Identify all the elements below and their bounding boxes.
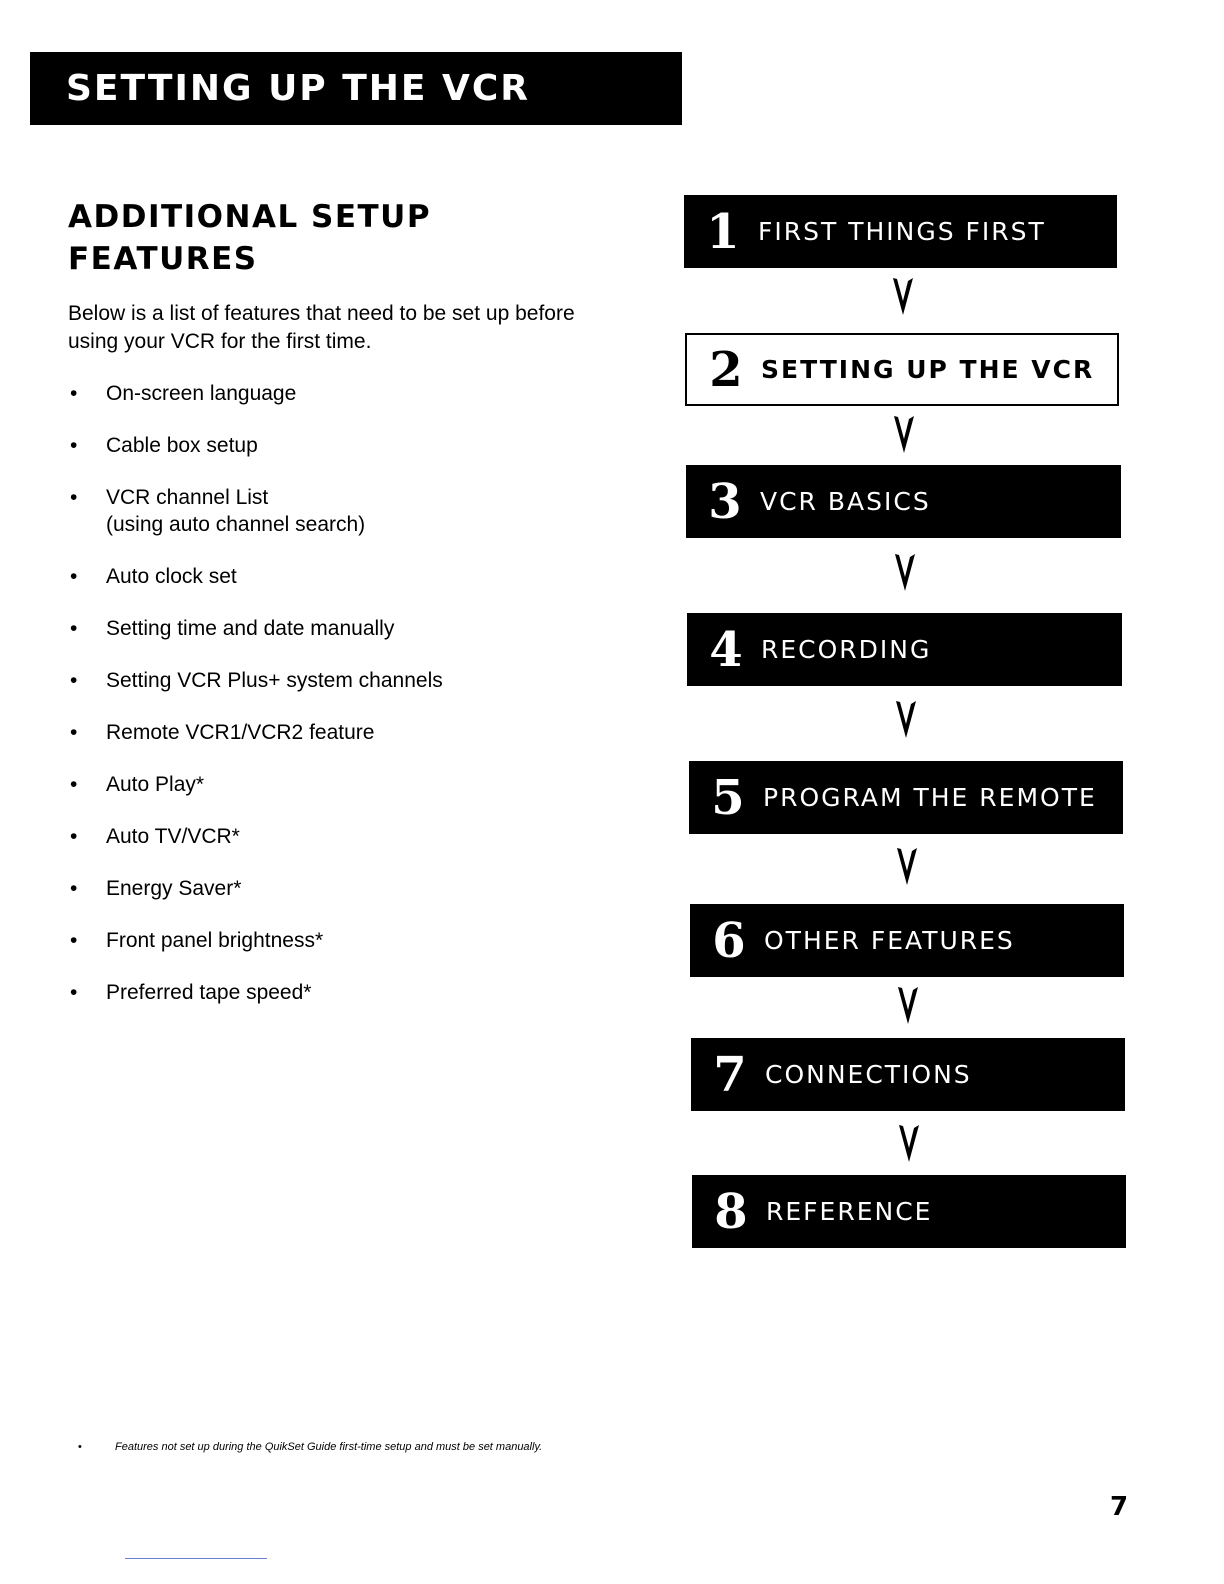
down-arrow-icon xyxy=(895,700,917,740)
feature-text: Front panel brightness* xyxy=(106,929,324,952)
feature-item xyxy=(68,667,588,694)
chapter-tab-3[interactable] xyxy=(686,465,1121,538)
bullet-icon: • xyxy=(70,617,78,640)
chapter-tab-1[interactable] xyxy=(684,195,1117,268)
chapter-tab-8[interactable] xyxy=(692,1175,1126,1248)
page-header-title: SETTING UP THE VCR xyxy=(66,68,531,109)
feature-text: On-screen language xyxy=(106,382,297,405)
chapter-label: REFERENCE xyxy=(766,1197,933,1226)
chapter-tab-5[interactable] xyxy=(689,761,1123,834)
feature-text: Remote VCR1/VCR2 feature xyxy=(106,721,375,744)
bullet-icon: • xyxy=(70,382,78,405)
section-intro: Below is a list of features that need to be set up before using your VCR for the first time. xyxy=(68,302,575,353)
feature-text: Setting VCR Plus+ system channels xyxy=(106,669,443,692)
feature-item xyxy=(68,823,588,850)
feature-text: Preferred tape speed* xyxy=(106,981,312,1004)
chapter-number: 2 xyxy=(709,341,743,398)
page-header-bar xyxy=(30,52,682,125)
feature-text: Cable box setup xyxy=(106,434,258,457)
down-arrow-icon xyxy=(893,415,915,455)
feature-text: Auto clock set xyxy=(106,565,237,588)
bullet-icon: • xyxy=(70,929,78,952)
chapter-number: 7 xyxy=(713,1046,747,1103)
feature-item xyxy=(68,927,588,954)
feature-item xyxy=(68,875,588,902)
feature-text: Auto Play* xyxy=(106,773,205,796)
bullet-icon: • xyxy=(70,565,78,588)
feature-text: Auto TV/VCR* xyxy=(106,825,240,848)
chapter-label: PROGRAM THE REMOTE xyxy=(763,783,1097,812)
bullet-icon: • xyxy=(70,434,78,457)
feature-item xyxy=(68,719,588,746)
bullet-icon: • xyxy=(70,825,78,848)
chapter-number: 6 xyxy=(712,912,746,969)
chapter-tab-7[interactable] xyxy=(691,1038,1125,1111)
chapter-number: 5 xyxy=(711,769,745,826)
section-heading: ADDITIONAL SETUP FEATURES xyxy=(68,199,432,277)
bullet-icon: • xyxy=(70,486,78,509)
feature-item xyxy=(68,380,588,407)
chapter-label: FIRST THINGS FIRST xyxy=(758,217,1046,246)
feature-text: Energy Saver* xyxy=(106,877,242,900)
feature-item xyxy=(68,563,588,590)
feature-list xyxy=(68,380,588,1031)
feature-item xyxy=(68,484,588,538)
feature-item xyxy=(68,771,588,798)
chapter-tab-6[interactable] xyxy=(690,904,1124,977)
divider xyxy=(125,1558,267,1559)
chapter-tab-2[interactable] xyxy=(685,333,1119,406)
down-arrow-icon xyxy=(897,986,919,1026)
bullet-icon: • xyxy=(70,669,78,692)
chapter-label: VCR BASICS xyxy=(760,487,931,516)
feature-item xyxy=(68,432,588,459)
chapter-number: 4 xyxy=(709,621,743,678)
feature-text: VCR channel List (using auto channel search) xyxy=(106,486,366,536)
footnote-text: Features not set up during the QuikSet Guide first-time setup and must be set manually. xyxy=(115,1441,543,1453)
footnote xyxy=(78,1441,698,1453)
feature-text: Setting time and date manually xyxy=(106,617,395,640)
bullet-icon: • xyxy=(70,773,78,796)
down-arrow-icon xyxy=(896,847,918,887)
chapter-number: 8 xyxy=(714,1183,748,1240)
chapter-tab-4[interactable] xyxy=(687,613,1122,686)
chapter-number: 3 xyxy=(708,473,742,530)
footnote-bullet-icon: • xyxy=(78,1441,82,1453)
page-number: 7 xyxy=(1110,1492,1129,1522)
bullet-icon: • xyxy=(70,877,78,900)
bullet-icon: • xyxy=(70,721,78,744)
down-arrow-icon xyxy=(898,1124,920,1164)
down-arrow-icon xyxy=(894,553,916,593)
chapter-label: RECORDING xyxy=(761,635,932,664)
feature-item xyxy=(68,615,588,642)
chapter-label: SETTING UP THE VCR xyxy=(761,355,1095,384)
down-arrow-icon xyxy=(892,277,914,317)
bullet-icon: • xyxy=(70,981,78,1004)
chapter-number: 1 xyxy=(706,203,740,260)
chapter-label: CONNECTIONS xyxy=(765,1060,972,1089)
chapter-label: OTHER FEATURES xyxy=(764,926,1015,955)
feature-item xyxy=(68,979,588,1006)
